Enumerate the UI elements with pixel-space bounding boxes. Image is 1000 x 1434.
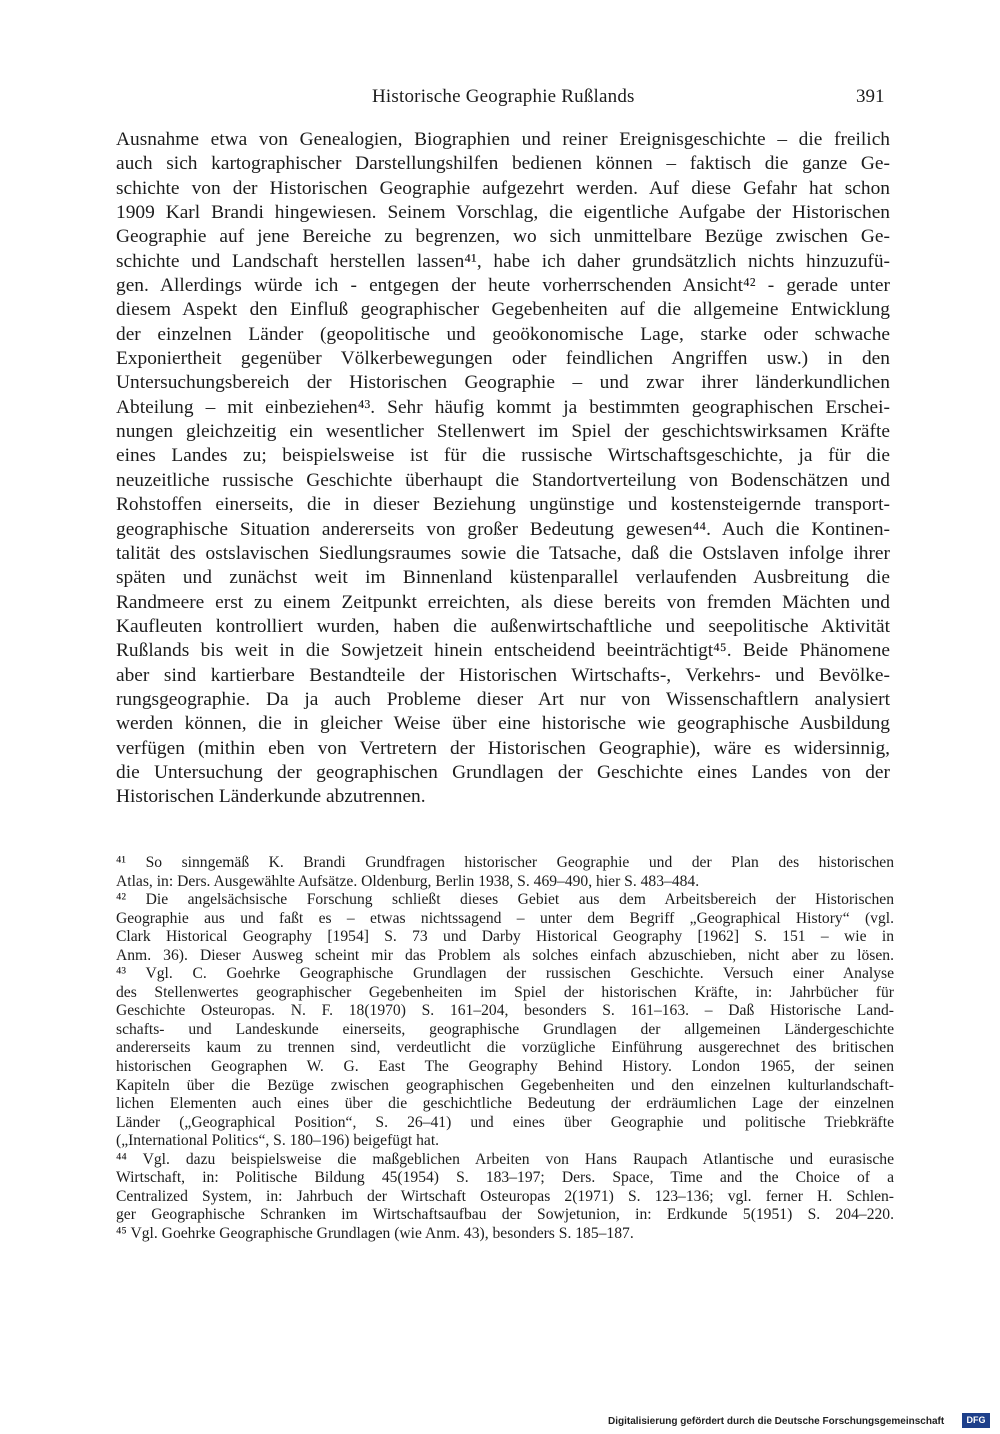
footnote-line: Wirtschaft, in: Politische Bildung 45(1954) S. 183–197; Ders. Space, Time and the Choice of a	[116, 1169, 894, 1187]
body-line: gen. Allerdings würde ich - entgegen der heute vorherrschenden Ansicht⁴² - gerade unter	[116, 275, 890, 297]
body-line: auch sich kartographischer Darstellungshilfen bedienen können – faktisch die ganze Ge-	[116, 153, 890, 175]
body-line: Rohstoffen einerseits, die in dieser Beziehung ungünstige und kostensteigernde transport-	[116, 494, 890, 516]
footnote-line: ⁴⁵ Vgl. Goehrke Geographische Grundlagen (wie Anm. 43), besonders S. 185–187.	[116, 1224, 634, 1242]
body-line: Geographie auf jene Bereiche zu begrenzen, wo sich unmittelbare Bezüge zwischen Ge-	[116, 226, 890, 248]
body-line: schichte und Landschaft herstellen lassen⁴¹, habe ich daher grundsätzlich nichts hinzuzufü-	[116, 250, 890, 272]
footnote-line: ⁴² Die angelsächsische Forschung schließt dieses Gebiet aus dem Arbeitsbereich der Historischen	[116, 891, 894, 909]
footnote-line: Kapiteln über die Bezüge zwischen geographischen Gegebenheiten und den einzelnen kulturlandschaft-	[116, 1076, 894, 1094]
body-line: Kaufleuten kontrolliert wurden, haben die außenwirtschaftliche und seepolitische Aktivität	[116, 615, 890, 637]
footnote-line: Geschichte Osteuropas. N. F. 18(1970) S. 161–204, besonders S. 161–163. – Daß Historische Land-	[116, 1002, 894, 1020]
body-line: Ausnahme etwa von Genealogien, Biographien und reiner Ereignisgeschichte – die freilich	[116, 129, 890, 150]
body-line: talität des ostslavischen Siedlungsraumes sowie die Tatsache, daß die Ostslaven infolge ihrer	[116, 542, 890, 564]
digitization-credit: Digitalisierung gefördert durch die Deutsche Forschungsgemeinschaft	[608, 1416, 945, 1427]
body-line: eines Landes zu; beispielsweise ist für die russische Wirtschaftsgeschichte, ja für die	[116, 445, 890, 467]
footnote-line: Anm. 36). Dieser Ausweg scheint mir das Problem als solches einfach abzuschieben, nicht aber zu lösen.	[116, 946, 894, 964]
footnote-line: Centralized System, in: Jahrbuch der Wirtschaft Osteuropas 2(1971) S. 123–136; vgl. ferner H. Schlen-	[116, 1187, 894, 1205]
body-line: neuzeitliche russische Geschichte überhaupt die Standortverteilung von Bodenschätzen und	[116, 469, 890, 491]
body-line: die Untersuchung der geographischen Grundlagen der Geschichte eines Landes von der	[116, 761, 890, 783]
footnote-line: Clark Historical Geography [1954] S. 73 und Darby Historical Geography [1962] S. 151 – wie in	[116, 928, 894, 946]
body-line: verfügen (mithin eben von Vertretern der Historischen Geographie), wäre es widersinnig,	[116, 737, 890, 759]
footnote-line: Länder („Geographical Position“, S. 26–41) und eines über Geographie und politische Triebkräfte	[116, 1113, 894, 1131]
body-line: geographische Situation andererseits von großer Bedeutung gewesen⁴⁴. Auch die Kontinen-	[116, 518, 890, 540]
dfg-logo: DFG	[962, 1413, 990, 1428]
footnote-line: ⁴⁴ Vgl. dazu beispielsweise die maßgeblichen Arbeiten von Hans Raupach Atlantische und eurasische	[116, 1150, 894, 1168]
footnotes	[116, 854, 894, 1243]
footnote-line: ⁴³ Vgl. C. Goehrke Geographische Grundlagen der russischen Geschichte. Versuch einer Analyse	[116, 965, 894, 983]
footnote-line: des Stellenwertes geographischer Gegebenheiten im Spiel der historischen Kräfte, in: Jahrbücher für	[116, 983, 894, 1001]
footnote-line: Geographie aus und faßt es – etwas nichtssagend – unter dem Begriff „Geographical History“ (vgl.	[116, 909, 894, 927]
body-line: Randmeere erst zu einem Zeitpunkt erreichten, als diese bereits von fremden Mächten und	[116, 591, 890, 613]
body-line: Exponiertheit gegenüber Völkerbewegungen oder feindlichen Angriffen usw.) in den	[116, 348, 890, 370]
body-line: rungsgeographie. Da ja auch Probleme dieser Art nur von Wissenschaftlern analysiert	[116, 688, 890, 710]
footnote-line: lichen Elementen auch eines über die geschichtliche Bedeutung der erdräumlichen Lage der einzelnen	[116, 1095, 894, 1113]
body-line: der einzelnen Länder (geopolitische und geoökonomische Lage, starke oder schwache	[116, 323, 890, 345]
body-line: schichte von der Historischen Geographie aufgezehrt werden. Auf diese Gefahr hat schon	[116, 177, 890, 199]
body-line: werden können, die in gleicher Weise über eine historische wie geographische Ausbildung	[116, 713, 890, 735]
footnote-line: ger Geographische Schranken im Wirtschaftsaufbau der Sowjetunion, in: Erdkunde 5(1951) S. 204–220.	[116, 1206, 894, 1224]
body-line: Abteilung – mit einbeziehen⁴³. Sehr häufig kommt ja bestimmten geographischen Erschei-	[116, 396, 890, 418]
body-line: Historischen Länderkunde abzutrennen.	[116, 786, 426, 808]
footnote-line: historischen Geographen W. G. East The Geography Behind History. London 1965, der seinen	[116, 1058, 894, 1076]
body-line: nungen gleichzeitig ein wesentlicher Stellenwert im Spiel der geschichtswirksamen Kräfte	[116, 421, 890, 443]
running-title: Historische Geographie Rußlands	[372, 86, 635, 107]
footnote-line: Atlas, in: Ders. Ausgewählte Aufsätze. Oldenburg, Berlin 1938, S. 469–490, hier S. 483–484.	[116, 872, 700, 890]
footnote-line: („International Politics“, S. 180–196) beigefügt hat.	[116, 1132, 440, 1150]
footnote-line: andererseits kaum zu trennen sind, verdeutlicht die vorzügliche Einführung ausgerechnet des britischen	[116, 1039, 894, 1057]
body-line: Untersuchungsbereich der Historischen Geographie – und zwar ihrer länderkundlichen	[116, 372, 890, 394]
body-line: 1909 Karl Brandi hingewiesen. Seinem Vorschlag, die eigentliche Aufgabe der Historischen	[116, 202, 890, 224]
footnote-line: schafts- und Landeskunde einerseits, geographische Grundlagen der allgemeinen Ländergeschichte	[116, 1020, 894, 1038]
body-line: späten und zunächst weit im Binnenland küstenparallel verlaufenden Ausbreitung die	[116, 567, 890, 589]
footnote-line: ⁴¹ So sinngemäß K. Brandi Grundfragen historischer Geographie und der Plan des historischen	[116, 854, 894, 871]
body-line: Rußlands bis weit in die Sowjetzeit hinein entscheidend beeinträchtigt⁴⁵. Beide Phänomene	[116, 640, 890, 662]
body-line: aber sind kartierbare Bestandteile der Historischen Wirtschafts-, Verkehrs- und Bevölke-	[116, 664, 890, 686]
body-line: diesem Aspekt den Einfluß geographischer Gegebenheiten auf die allgemeine Entwicklung	[116, 299, 890, 321]
body-text	[116, 128, 890, 810]
page-number: 391	[856, 86, 885, 107]
